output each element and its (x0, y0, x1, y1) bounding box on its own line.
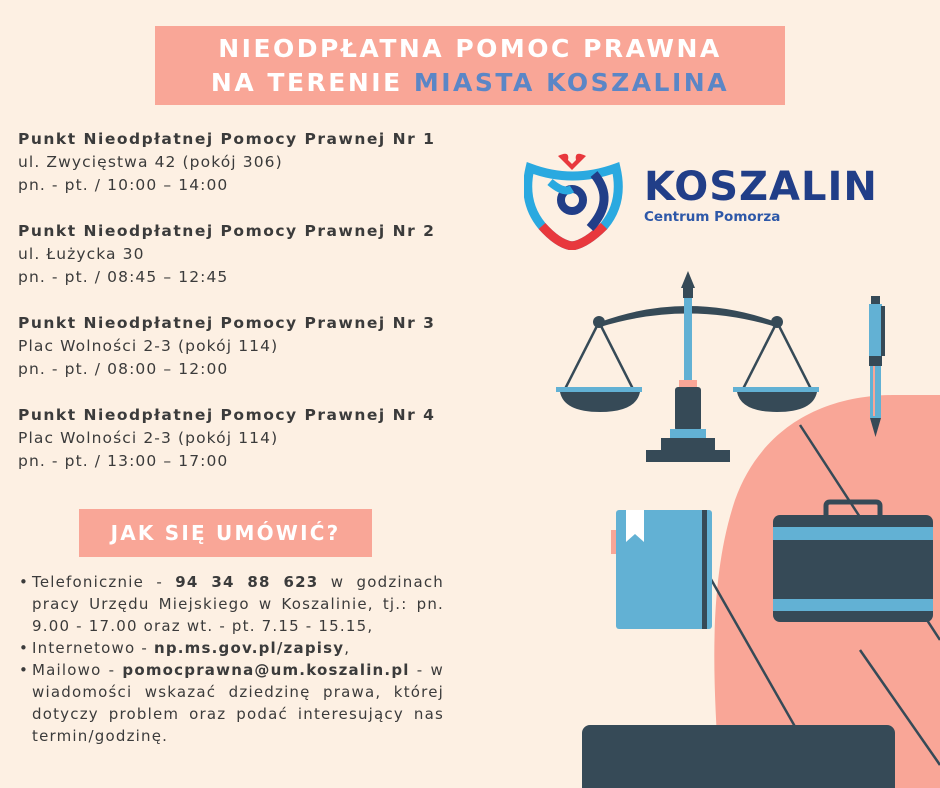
mail-suffix: - w wiadomości wskazać dziedzinę prawa, której dotyczy problem oraz podać interesujący nas termin/godzinę. (32, 661, 444, 745)
bullet-icon: • (19, 639, 30, 657)
koszalin-logo (524, 150, 884, 250)
bullet-icon: • (19, 573, 30, 591)
point-address: ul. Łużycka 30 (18, 245, 145, 263)
point-hours: pn. - pt. / 13:00 – 17:00 (18, 452, 229, 470)
logo-shield-icon (524, 150, 634, 250)
mail-link[interactable]: pomocprawna@um.koszalin.pl (122, 661, 410, 679)
page-title (155, 26, 785, 105)
legal-aid-points (18, 128, 458, 496)
point-name: Punkt Nieodpłatnej Pomocy Prawnej Nr 2 (18, 222, 436, 240)
contact-methods (18, 571, 444, 747)
book-icon (611, 510, 712, 629)
point-4 (18, 404, 458, 473)
point-address: Plac Wolności 2-3 (pokój 114) (18, 429, 279, 447)
point-2 (18, 220, 458, 289)
mail-prefix: Mailowo - (32, 661, 123, 679)
title-line-2 (155, 66, 785, 100)
point-name: Punkt Nieodpłatnej Pomocy Prawnej Nr 3 (18, 314, 436, 332)
phone-prefix: Telefonicznie - (32, 573, 176, 591)
logo-subtitle: Centrum Pomorza (644, 209, 781, 225)
point-address: Plac Wolności 2-3 (pokój 114) (18, 337, 279, 355)
web-suffix: , (344, 639, 351, 657)
scales-icon (556, 271, 819, 462)
web-prefix: Internetowo - (32, 639, 154, 657)
point-name: Punkt Nieodpłatnej Pomocy Prawnej Nr 1 (18, 130, 436, 148)
phone-number[interactable]: 94 34 88 623 (175, 573, 319, 591)
point-address: ul. Zwycięstwa 42 (pokój 306) (18, 153, 283, 171)
web-link[interactable]: np.ms.gov.pl/zapisy (153, 639, 345, 657)
contact-web (18, 637, 444, 659)
point-3 (18, 312, 458, 381)
contact-mail (18, 659, 444, 747)
laptop-icon (582, 725, 895, 788)
title-line-2-prefix: NA TERENIE (210, 68, 414, 97)
point-name: Punkt Nieodpłatnej Pomocy Prawnej Nr 4 (18, 406, 436, 424)
title-city: MIASTA KOSZALINA (413, 68, 730, 97)
bullet-icon: • (19, 661, 30, 679)
point-hours: pn. - pt. / 08:00 – 12:00 (18, 360, 229, 378)
phone-suffix: w godzinach pracy Urzędu Miejskiego w Koszalinie, tj.: pn. 9.00 - 17.00 oraz wt. - pt. 7.15 - 15.15, (32, 573, 445, 635)
title-line-1: NIEODPŁATNA POMOC PRAWNA (218, 34, 722, 63)
logo-name: KOSZALIN (644, 164, 878, 210)
point-hours: pn. - pt. / 10:00 – 14:00 (18, 176, 229, 194)
contact-phone (18, 571, 444, 637)
how-to-book-heading: JAK SIĘ UMÓWIĆ? (79, 509, 372, 557)
point-1 (18, 128, 458, 197)
briefcase-icon (773, 502, 933, 622)
point-hours: pn. - pt. / 08:45 – 12:45 (18, 268, 229, 286)
